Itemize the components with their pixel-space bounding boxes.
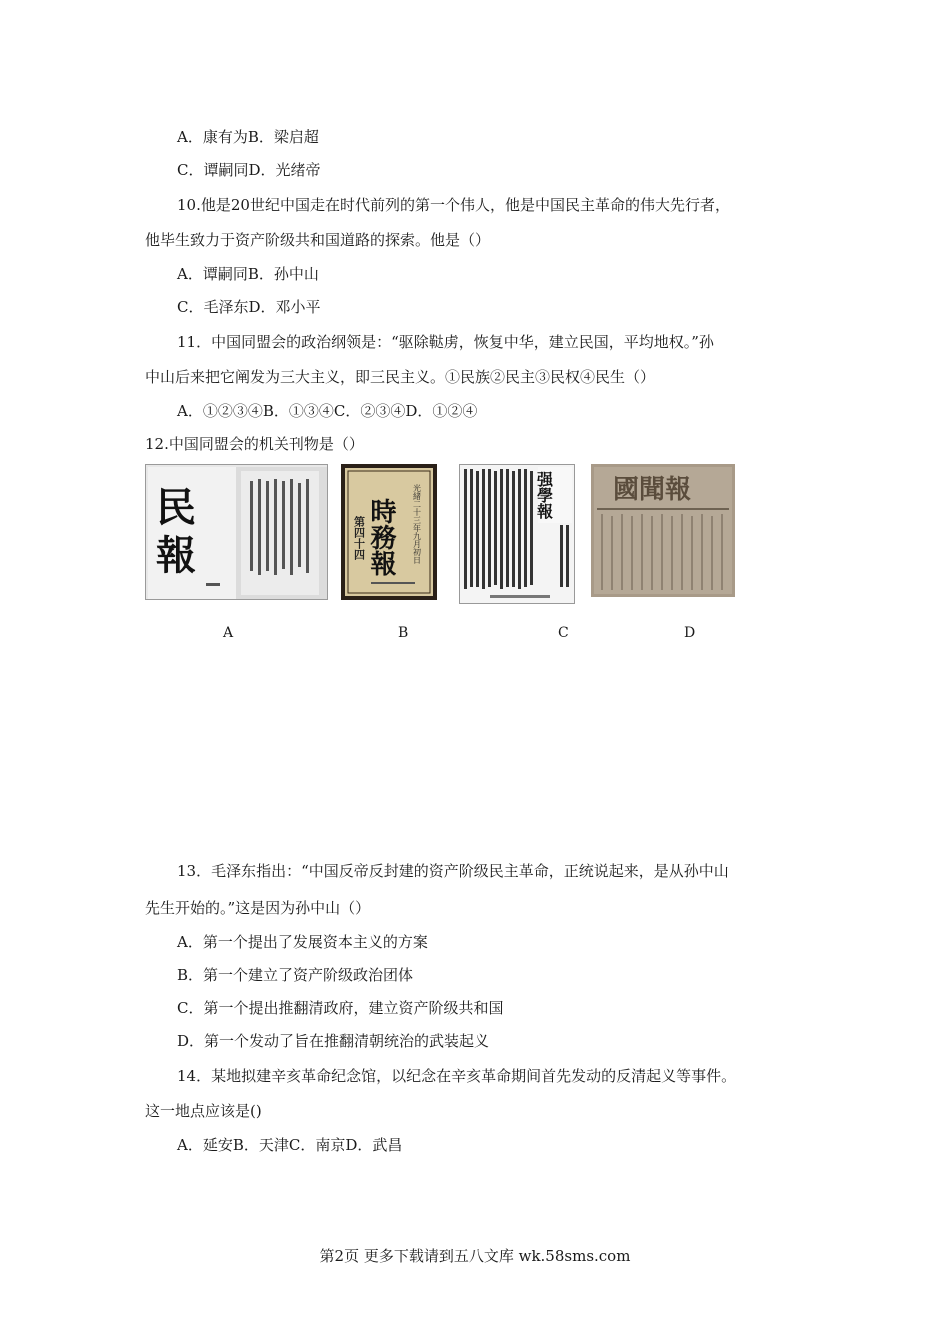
- option-line-14: A．延安B．天津C．南京D．武昌: [177, 1136, 403, 1154]
- question-14-line-1: 14．某地拟建辛亥革命纪念馆，以纪念在辛亥革命期间首先发动的反清起义等事件。: [177, 1067, 737, 1085]
- caption-a: A: [223, 625, 234, 641]
- qiangxue-bao-drawing: [460, 465, 575, 604]
- min-bao-char-1: 民: [156, 485, 196, 531]
- qiangxue-bao-title: 强學報: [534, 471, 554, 519]
- option-line-9b: C．谭嗣同D．光绪帝: [177, 161, 321, 179]
- option-line-9a: A．康有为B．梁启超: [177, 128, 319, 146]
- shiwu-bao-title: 時務報: [366, 498, 396, 576]
- option-line-11: A．①②③④B．①③④C．②③④D．①②④: [177, 402, 478, 420]
- question-10-line-2: 他毕生致力于资产阶级共和国道路的探索。他是（）: [145, 231, 491, 249]
- image-guowen-bao: [591, 464, 735, 597]
- question-13-line-2: 先生开始的。”这是因为孙中山（）: [145, 899, 371, 917]
- option-line-13c: C．第一个提出推翻清政府，建立资产阶级共和国: [177, 999, 504, 1017]
- guowen-bao-title: 國聞報: [613, 475, 692, 505]
- shiwu-bao-date: 光緒二十三年九月初日: [412, 484, 422, 564]
- question-10-line-1: 10.他是20世纪中国走在时代前列的第一个伟人，他是中国民主革命的伟大先行者，: [177, 196, 730, 214]
- question-11-line-1: 11．中国同盟会的政治纲领是：“驱除鞑虏，恢复中华，建立民国，平均地权。”孙: [177, 333, 714, 351]
- shiwu-bao-issue: 第四十四: [352, 516, 366, 560]
- option-line-13d: D．第一个发动了旨在推翻清朝统治的武装起义: [177, 1032, 490, 1050]
- question-12: 12.中国同盟会的机关刊物是（）: [145, 435, 364, 453]
- option-line-13b: B．第一个建立了资产阶级政治团体: [177, 966, 414, 984]
- option-line-10a: A．谭嗣同B．孙中山: [177, 265, 319, 283]
- guowen-bao-drawing: [591, 464, 735, 597]
- option-line-13a: A．第一个提出了发展资本主义的方案: [177, 933, 428, 951]
- min-bao-drawing: [146, 465, 328, 600]
- caption-d: D: [684, 625, 696, 641]
- image-shiwu-bao: [341, 464, 437, 600]
- shiwu-bao-drawing: [341, 464, 437, 600]
- min-bao-char-2: 報: [156, 533, 196, 579]
- page-footer: 第2页 更多下载请到五八文库 wk.58sms.com: [319, 1247, 631, 1265]
- option-line-10b: C．毛泽东D．邓小平: [177, 298, 321, 316]
- question-13-line-1: 13．毛泽东指出：“中国反帝反封建的资产阶级民主革命，正统说起来，是从孙中山: [177, 862, 729, 880]
- image-min-bao: [145, 464, 328, 600]
- image-qiangxue-bao: [459, 464, 575, 604]
- question-11-line-2: 中山后来把它阐发为三大主义，即三民主义。①民族②民主③民权④民生（）: [145, 368, 656, 386]
- question-14-line-2: 这一地点应该是(): [145, 1102, 262, 1120]
- caption-c: C: [558, 625, 569, 641]
- caption-b: B: [398, 625, 409, 641]
